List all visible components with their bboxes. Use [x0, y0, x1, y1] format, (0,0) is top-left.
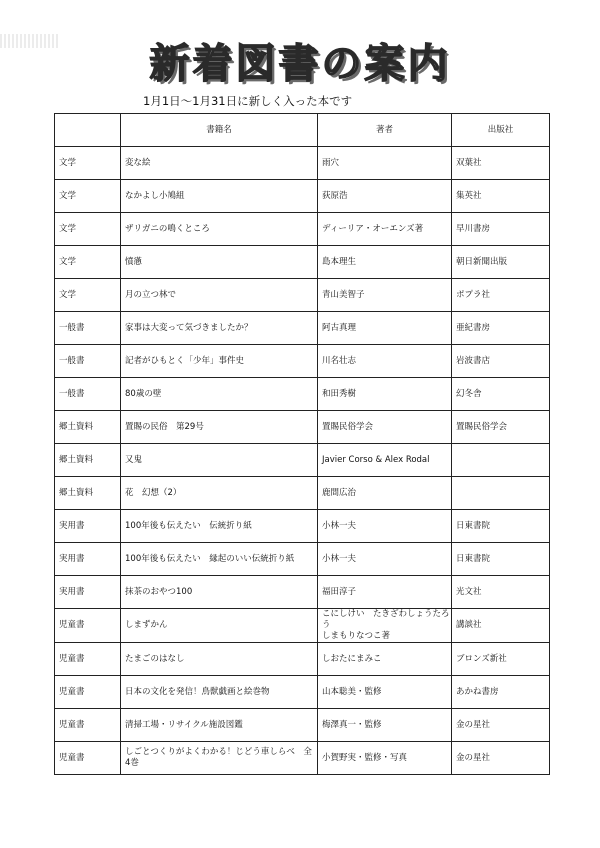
table-row: [55, 543, 550, 576]
table-row: [55, 411, 550, 444]
book-title-cell: 花 幻想（2）: [121, 477, 318, 510]
genre-cell: 一般書: [55, 312, 121, 345]
header-author: 著者: [318, 114, 452, 147]
table-row: [55, 246, 550, 279]
genre-cell: 一般書: [55, 345, 121, 378]
book-title-cell: 家事は大変って気づきましたか？: [121, 312, 318, 345]
author-cell: 川名壮志: [318, 345, 452, 378]
table-row: [55, 510, 550, 543]
book-title-cell: しごとつくりがよくわかる！じどう車しらべ 全4巻: [121, 742, 318, 775]
author-cell: 小賀野実・監修・写真: [318, 742, 452, 775]
author-cell: 和田秀樹: [318, 378, 452, 411]
publisher-cell: 集英社: [452, 180, 550, 213]
book-title-cell: しまずかん: [121, 609, 318, 643]
publisher-cell: 早川書房: [452, 213, 550, 246]
genre-cell: 実用書: [55, 510, 121, 543]
author-cell: 鹿間広治: [318, 477, 452, 510]
genre-cell: 実用書: [55, 543, 121, 576]
genre-cell: 児童書: [55, 742, 121, 775]
author-cell: 青山美智子: [318, 279, 452, 312]
table-row: [55, 643, 550, 676]
author-cell: 雨穴: [318, 147, 452, 180]
author-cell: Javier Corso & Alex Rodal: [318, 444, 452, 477]
publisher-cell: [452, 477, 550, 510]
author-cell: しおたにまみこ: [318, 643, 452, 676]
book-title-cell: たまごのはなし: [121, 643, 318, 676]
genre-cell: 郷土資料: [55, 477, 121, 510]
genre-cell: 実用書: [55, 576, 121, 609]
genre-cell: 児童書: [55, 643, 121, 676]
table-row: [55, 312, 550, 345]
book-title-cell: 置賜の民俗 第29号: [121, 411, 318, 444]
publisher-cell: 日東書院: [452, 510, 550, 543]
publisher-cell: [452, 444, 550, 477]
genre-cell: 文学: [55, 246, 121, 279]
header-publisher: 出版社: [452, 114, 550, 147]
book-title-cell: 又鬼: [121, 444, 318, 477]
table-row: [55, 477, 550, 510]
book-title-cell: 80歳の壁: [121, 378, 318, 411]
table-row: [55, 576, 550, 609]
genre-cell: 文学: [55, 213, 121, 246]
genre-cell: 児童書: [55, 709, 121, 742]
page-title: 新着図書の案内: [149, 41, 451, 87]
author-cell: 荻原浩: [318, 180, 452, 213]
table-row: [55, 709, 550, 742]
table-row: [55, 279, 550, 312]
publisher-cell: 双葉社: [452, 147, 550, 180]
author-cell: 山本聡美・監修: [318, 676, 452, 709]
table-row: [55, 609, 550, 643]
genre-cell: 文学: [55, 180, 121, 213]
book-title-cell: ザリガニの鳴くところ: [121, 213, 318, 246]
publisher-cell: 講談社: [452, 609, 550, 643]
table-row: [55, 378, 550, 411]
genre-cell: 児童書: [55, 609, 121, 643]
table-row: [55, 444, 550, 477]
publisher-cell: 金の星社: [452, 742, 550, 775]
table-row: [55, 676, 550, 709]
author-cell: 小林一夫: [318, 510, 452, 543]
table-row: [55, 742, 550, 775]
author-cell: こにしけい たきざわしょうたろう しまもりなつこ著: [318, 609, 452, 643]
new-books-table: [54, 113, 550, 775]
publisher-cell: ポプラ社: [452, 279, 550, 312]
author-cell: 梅澤真一・監修: [318, 709, 452, 742]
book-title-cell: なかよし小鳩組: [121, 180, 318, 213]
genre-cell: 児童書: [55, 676, 121, 709]
table-row: [55, 180, 550, 213]
book-title-cell: 清掃工場・リサイクル施設図鑑: [121, 709, 318, 742]
publisher-cell: あかね書房: [452, 676, 550, 709]
book-title-cell: 月の立つ林で: [121, 279, 318, 312]
book-title-cell: 抹茶のおやつ100: [121, 576, 318, 609]
book-title-cell: 日本の文化を発信！鳥獣戯画と絵巻物: [121, 676, 318, 709]
header-title: 書籍名: [121, 114, 318, 147]
book-title-cell: 変な絵: [121, 147, 318, 180]
publisher-cell: 光文社: [452, 576, 550, 609]
publisher-cell: 岩波書店: [452, 345, 550, 378]
author-cell: 阿古真理: [318, 312, 452, 345]
publisher-cell: 亜紀書房: [452, 312, 550, 345]
publisher-cell: ブロンズ新社: [452, 643, 550, 676]
book-title-cell: 100年後も伝えたい 伝統折り紙: [121, 510, 318, 543]
page-subtitle: 1月1日～1月31日に新しく入った本です: [143, 94, 353, 108]
publisher-cell: 金の星社: [452, 709, 550, 742]
genre-cell: 一般書: [55, 378, 121, 411]
table-row: [55, 147, 550, 180]
genre-cell: 郷土資料: [55, 444, 121, 477]
table-body: [55, 147, 550, 775]
author-cell: 島本理生: [318, 246, 452, 279]
publisher-cell: 置賜民俗学会: [452, 411, 550, 444]
author-cell: 福田淳子: [318, 576, 452, 609]
genre-cell: 文学: [55, 279, 121, 312]
publisher-cell: 日東書院: [452, 543, 550, 576]
genre-cell: 文学: [55, 147, 121, 180]
table-header-row: [55, 114, 550, 147]
publisher-cell: 朝日新聞出版: [452, 246, 550, 279]
table-row: [55, 345, 550, 378]
book-title-cell: 100年後も伝えたい 縁起のいい伝統折り紙: [121, 543, 318, 576]
author-cell: 小林一夫: [318, 543, 452, 576]
genre-cell: 郷土資料: [55, 411, 121, 444]
book-title-cell: 憤懣: [121, 246, 318, 279]
author-cell: ディーリア・オーエンズ著: [318, 213, 452, 246]
table-row: [55, 213, 550, 246]
book-title-cell: 記者がひもとく「少年」事件史: [121, 345, 318, 378]
publisher-cell: 幻冬舎: [452, 378, 550, 411]
header-genre: [55, 114, 121, 147]
author-cell: 置賜民俗学会: [318, 411, 452, 444]
